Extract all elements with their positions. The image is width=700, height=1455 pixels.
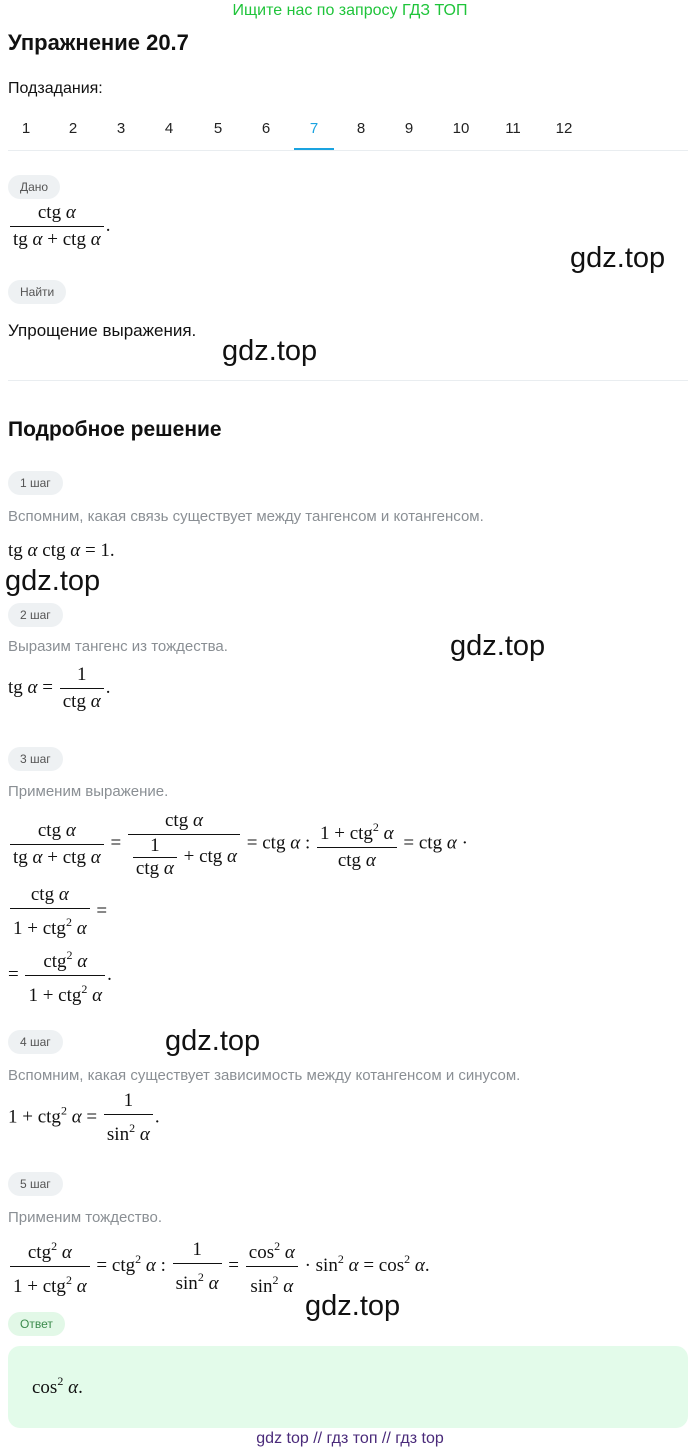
step-4-badge: 4 шаг xyxy=(8,1030,63,1054)
step-2-formula: tg α = $\frac{1}{\text{ctg α}}$ . xyxy=(8,664,111,712)
tab-subtask-7[interactable]: 7 xyxy=(294,110,334,150)
given-expression: $\frac{\text{ctg α}}{\text{tg α + ctg α}}$ . xyxy=(8,200,110,253)
tab-subtask-9[interactable]: 9 xyxy=(404,120,414,137)
tab-subtask-10[interactable]: 10 xyxy=(452,120,470,137)
tab-subtask-6[interactable]: 6 xyxy=(261,120,271,137)
answer-formula: $\cos^2 \alpha$. xyxy=(32,1374,83,1398)
find-text: Упрощение выражения. xyxy=(8,321,197,340)
step-2-hint: Выразим тангенс из тождества. xyxy=(8,638,228,655)
step-3-formula-line-2: $\frac{\text{ctg α}}{1 + ctg^2 \alpha}$ = xyxy=(8,882,107,942)
tab-subtask-2[interactable]: 2 xyxy=(68,120,78,137)
step-4-formula: 1 + ctg$^2$ α = $\frac{1}{\sin^2 \alpha}$ . xyxy=(8,1090,160,1145)
section-divider xyxy=(8,380,688,381)
step-3-badge: 3 шаг xyxy=(8,747,63,771)
step-2-badge: 2 шаг xyxy=(8,603,63,627)
subtask-tabs xyxy=(8,110,688,151)
solution-title: Подробное решение xyxy=(8,418,222,441)
footer-links[interactable]: gdz top // гдз топ // гдз top xyxy=(256,1430,444,1447)
step-3-hint: Применим выражение. xyxy=(8,783,169,800)
watermark: gdz.top xyxy=(165,1025,261,1057)
step-4-hint: Вспомним, какая существует зависимость между котангенсом и синусом. xyxy=(8,1067,521,1084)
find-badge: Найти xyxy=(8,280,66,304)
tab-subtask-3[interactable]: 3 xyxy=(116,120,126,137)
watermark: gdz.top xyxy=(5,565,101,597)
step-1-badge: 1 шаг xyxy=(8,471,63,495)
watermark: gdz.top xyxy=(450,630,546,662)
watermark: gdz.top xyxy=(305,1290,401,1322)
step-5-formula: $\frac{ctg^2 \alpha}{1 + ctg^2 \alpha}$ = ctg$^2$ α : $\frac{1}{\sin^2 \alpha}$ = $\frac{\cos^2 \alpha}{\sin^2 \alpha}$ · $\sin^2 \alpha = \cos^2 \alpha$. xyxy=(8,1233,430,1300)
watermark: gdz.top xyxy=(222,335,318,367)
step-5-badge: 5 шаг xyxy=(8,1172,63,1196)
tab-subtask-12[interactable]: 12 xyxy=(555,120,573,137)
tab-subtask-1[interactable]: 1 xyxy=(21,120,31,137)
step-1-hint: Вспомним, какая связь существует между тангенсом и котангенсом. xyxy=(8,508,484,525)
step-5-hint: Применим тождество. xyxy=(8,1209,162,1226)
answer-badge: Ответ xyxy=(8,1312,65,1336)
step-1-formula: tg α ctg α = 1. xyxy=(8,540,115,561)
top-banner[interactable]: Ищите нас по запросу ГДЗ ТОП xyxy=(232,2,468,19)
subtasks-label: Подзадания: xyxy=(8,80,103,97)
exercise-title: Упражнение 20.7 xyxy=(8,30,189,55)
answer-box xyxy=(8,1346,688,1428)
given-badge: Дано xyxy=(8,175,60,199)
tab-subtask-11[interactable]: 11 xyxy=(505,120,521,137)
step-3-formula-line-3: = $\frac{ctg^2 \alpha}{1 + ctg^2 \alpha}$ . xyxy=(8,942,112,1009)
tab-subtask-5[interactable]: 5 xyxy=(213,120,223,137)
tab-subtask-4[interactable]: 4 xyxy=(164,120,174,137)
step-3-formula-line-1: $\frac{\text{ctg α}}{\text{tg α + ctg α}}$ = ctg α $\frac{1}{\text{ctg α}}$ + ctg α = ctg α : $\frac{1 + ctg^2 \alpha}{\text{ctg α}}$ = ctg α · xyxy=(8,808,468,880)
tab-subtask-8[interactable]: 8 xyxy=(356,120,366,137)
watermark: gdz.top xyxy=(570,242,666,274)
